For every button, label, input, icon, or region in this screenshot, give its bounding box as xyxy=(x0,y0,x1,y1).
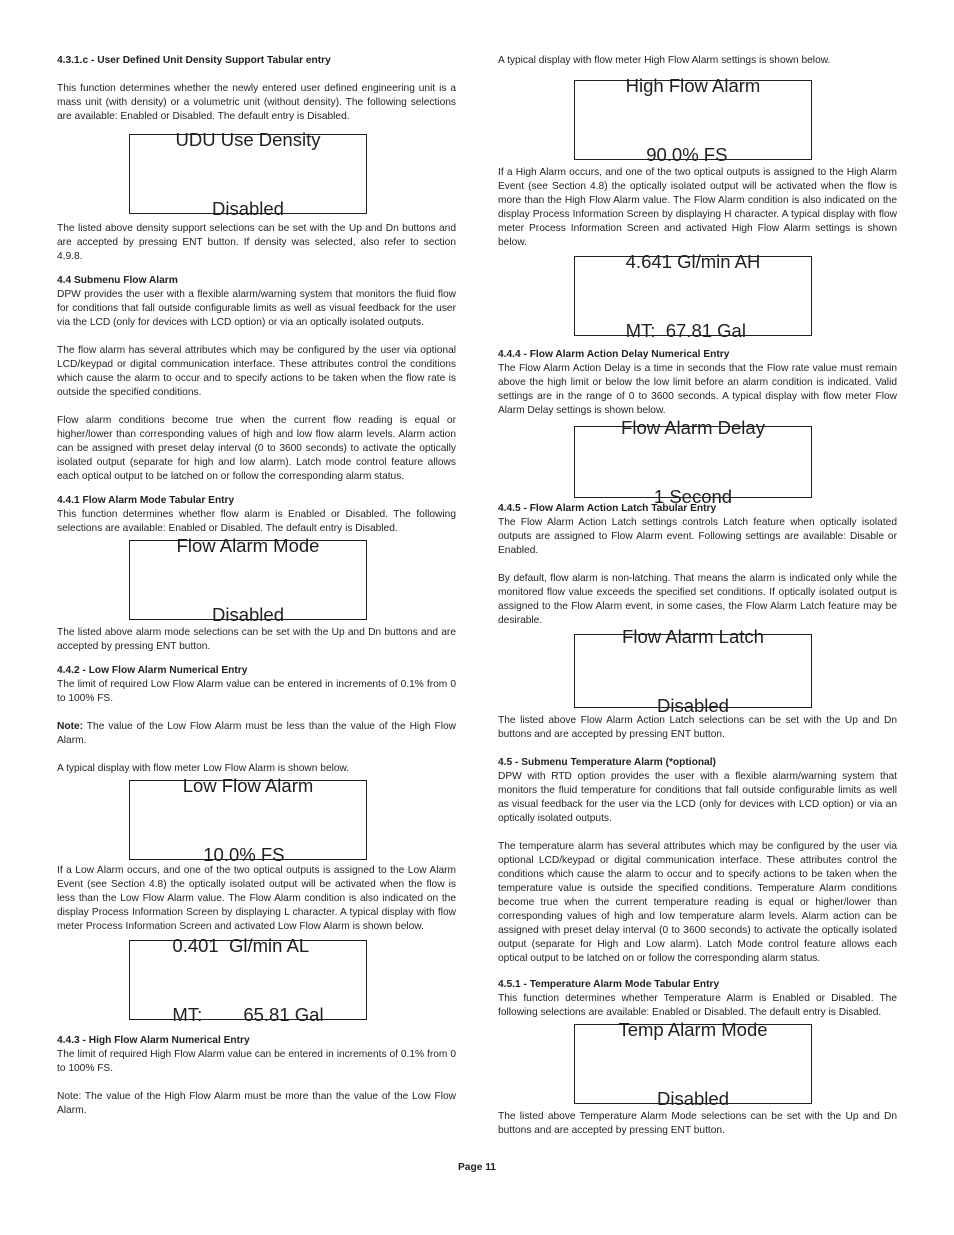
lcd-line: 1 Second xyxy=(653,486,733,507)
paragraph: By default, flow alarm is non-latching. That means the alarm is indicated only while the monitored flow value exceeds the specified set conditions. If optically isolated output is assigned to the Flow Alarm event, in some cases, the Flow Alarm Latch feature may be desirable. xyxy=(498,573,897,626)
right-column xyxy=(498,54,897,1138)
lcd-line: Temp Alarm Mode xyxy=(618,1019,768,1040)
lcd-line: MT: 67.81 Gal xyxy=(625,320,746,341)
lcd-line: 90.0% FS xyxy=(625,144,728,165)
lcd-line: Disabled xyxy=(656,695,729,716)
paragraph: A typical display with flow meter High Flow Alarm settings is shown below. xyxy=(498,55,831,66)
paragraph: A typical display with flow meter Low Flow Alarm is shown below. xyxy=(57,763,350,774)
section-heading-4-5: 4.5 - Submenu Temperature Alarm (*optional) xyxy=(498,757,716,768)
note-text: The value of the Low Flow Alarm must be less than the value of the High Flow Alarm. xyxy=(57,721,456,746)
paragraph: This function determines whether flow alarm is Enabled or Disabled. The following selections are available: Enabled or Disabled. The default entry is Disabled. xyxy=(57,509,456,534)
lcd-line: UDU Use Density xyxy=(175,129,321,150)
lcd-display-flow-alarm-delay xyxy=(574,417,812,507)
lcd-display-flow-alarm-mode xyxy=(129,535,367,625)
lcd-line: Flow Alarm Latch xyxy=(622,626,764,647)
paragraph: The flow alarm has several attributes which may be configured by the user via optional LCD/keypad or digital communication interface. These attributes control the conditions which cause the alarm to occur and to specify actions to be taken when the flow rate is outside the specified conditions. xyxy=(57,345,456,398)
lcd-line: 10.0% FS xyxy=(182,844,285,865)
section-heading-4-4-1: 4.4.1 Flow Alarm Mode Tabular Entry xyxy=(57,495,235,506)
paragraph: The Flow Alarm Action Delay is a time in seconds that the Flow rate value must remain above the high limit or below the low limit before an alarm condition is indicated. Valid settings are in the range of 0 to 3600 seconds. A typical display with flow meter Flow Alarm Delay settings is shown below. xyxy=(498,363,897,416)
lcd-display-udu-density xyxy=(129,129,367,219)
paragraph: The limit of required Low Flow Alarm value can be entered in increments of 0.1% from 0 to 100% FS. xyxy=(57,679,456,704)
lcd-line: High Flow Alarm xyxy=(625,75,761,96)
paragraph: The Flow Alarm Action Latch settings controls Latch feature when optically isolated outputs are assigned to Flow Alarm event. Following settings are available: Disable or Enabled. xyxy=(498,517,897,556)
paragraph: DPW provides the user with a flexible alarm/warning system that monitors the fluid flow for conditions that fall outside configurable limits as well as visual feedback for the user via the LCD (only for devices with LCD option) or via an optically isolated outputs. xyxy=(57,289,456,328)
paragraph: If a Low Alarm occurs, and one of the two optical outputs is assigned to the Low Alarm Event (see Section 4.8) the optically isolated output will be activated when the flow is less than the Low Flow Alarm value. The Flow Alarm condition is also indicated on the display Process Information Screen by displaying L character. A typical display with flow meter Process Information Screen and activated Low Flow Alarm is shown below. xyxy=(57,865,456,932)
lcd-line: Flow Alarm Delay xyxy=(621,417,765,438)
lcd-display-process-info-ah xyxy=(574,251,812,341)
paragraph: This function determines whether the newly entered user defined engineering unit is a mass unit (with density) or a volumetric unit (without density). The following selections are available: Enabled or Disabled. The default entry is Disabled. xyxy=(57,83,456,122)
paragraph: This function determines whether Temperature Alarm is Enabled or Disabled. The following selections are available: Enabled or Disabled. The default entry is Disabled. xyxy=(498,993,897,1018)
paragraph: The listed above density support selections can be set with the Up and Dn buttons and are accepted by pressing ENT button. If density was selected, also refer to section 4.9.8. xyxy=(57,223,456,262)
section-heading-4-4-4: 4.4.4 - Flow Alarm Action Delay Numerical Entry xyxy=(498,349,730,360)
lcd-line: Low Flow Alarm xyxy=(182,775,314,796)
note-label: Note: xyxy=(57,721,84,732)
paragraph: The temperature alarm has several attributes which may be configured by the user via optional LCD/keypad or digital communication interface. These attributes control the conditions which cause the alarm to occur and to specify actions to be taken when the temperature value is outside the specified conditions. Temperature Alarm conditions become true when the current temperature reading is equal or higher/lower than corresponding values of high and low temperature alarm levels. Alarm action can be assigned with preset delay interval (0 to 3600 seconds) to activate the optically isolated output (separate for High and Low alarm). Latch Mode control feature allows each optical output to be latched on or follow the corresponding alarm status. xyxy=(498,841,897,964)
lcd-line: 4.641 Gl/min AH xyxy=(625,251,761,272)
section-heading-4-4-2: 4.4.2 - Low Flow Alarm Numerical Entry xyxy=(57,665,248,676)
paragraph: DPW with RTD option provides the user with a flexible alarm/warning system that monitors the fluid temperature for conditions that fall outside configurable limits as well as visual feedback for the user via the LCD (only for devices with LCD option) or via an optically isolated outputs. xyxy=(498,771,897,824)
lcd-display-high-flow-alarm xyxy=(574,75,812,165)
paragraph: The listed above alarm mode selections can be set with the Up and Dn buttons and are accepted by pressing ENT button. xyxy=(57,627,456,652)
section-heading-4-4-5: 4.4.5 - Flow Alarm Action Latch Tabular Entry xyxy=(498,503,717,514)
lcd-line: Flow Alarm Mode xyxy=(176,535,320,556)
section-heading-4-4-3: 4.4.3 - High Flow Alarm Numerical Entry xyxy=(57,1035,250,1046)
paragraph: If a High Alarm occurs, and one of the two optical outputs is assigned to the High Alarm Event (see Section 4.8) the optically isolated output will be activated when the flow is more than the High Flow Alarm value. The Flow Alarm condition is also indicated on the display Process Information Screen by displaying H character. A typical display with flow meter Process Information Screen and activated High Flow Alarm settings is shown below. xyxy=(498,167,897,248)
lcd-display-low-flow-alarm xyxy=(129,775,367,865)
lcd-display-temp-alarm-mode xyxy=(574,1019,812,1109)
lcd-display-process-info-al xyxy=(129,935,367,1025)
page-number: Page 11 xyxy=(458,1162,496,1173)
paragraph: Note: The value of the High Flow Alarm must be more than the value of the Low Flow Alarm. xyxy=(57,1091,456,1116)
section-heading-4-3-1-c: 4.3.1.c - User Defined Unit Density Support Tabular entry xyxy=(57,55,331,66)
section-heading-4-4: 4.4 Submenu Flow Alarm xyxy=(57,275,178,286)
paragraph: The limit of required High Flow Alarm value can be entered in increments of 0.1% from 0 to 100% FS. xyxy=(57,1049,456,1074)
lcd-line: Disabled xyxy=(211,198,284,219)
paragraph: Flow alarm conditions become true when the current flow reading is equal or higher/lower than corresponding values of high and low flow alarm levels. Alarm action can be assigned with preset delay interval (0 to 3600 seconds) to activate the optically isolated output (separate for high and low alarm). Latch mode control feature allows each optical output to be latched on or follow the corresponding alarm status. xyxy=(57,415,456,482)
section-heading-4-5-1: 4.5.1 - Temperature Alarm Mode Tabular Entry xyxy=(498,979,720,990)
left-column xyxy=(57,54,456,1118)
lcd-display-flow-alarm-latch xyxy=(574,626,812,716)
paragraph: The listed above Flow Alarm Action Latch selections can be set with the Up and Dn buttons and are accepted by pressing ENT button. xyxy=(498,715,897,740)
lcd-line: MT: 65.81 Gal xyxy=(172,1004,324,1025)
paragraph: The listed above Temperature Alarm Mode selections can be set with the Up and Dn buttons and are accepted by pressing ENT button. xyxy=(498,1111,897,1136)
lcd-line: Disabled xyxy=(212,604,284,625)
lcd-line: Disabled xyxy=(657,1088,729,1109)
lcd-line: 0.401 Gl/min AL xyxy=(172,935,310,956)
